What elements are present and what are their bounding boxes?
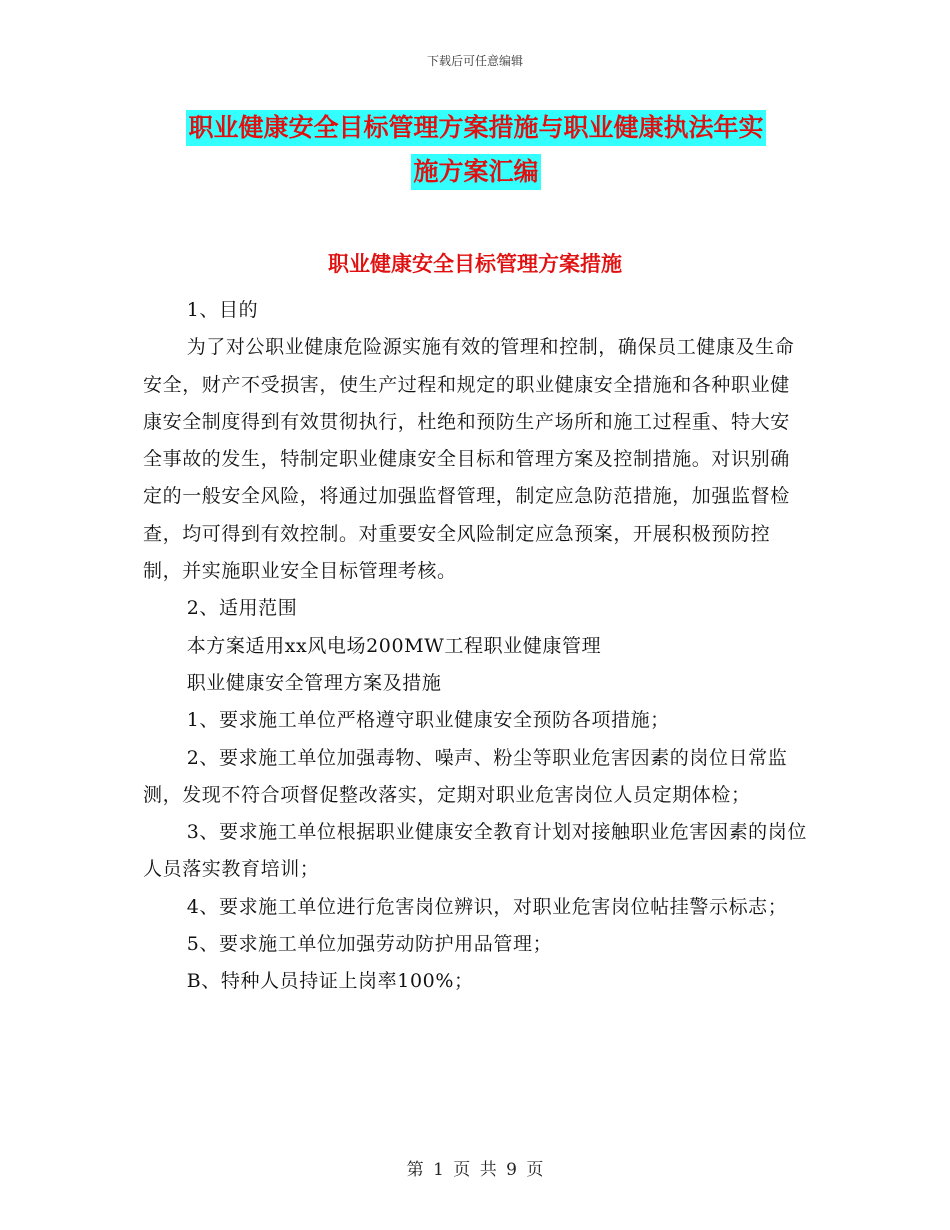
header-note: 下载后可任意编辑	[426, 54, 523, 68]
paragraph: 2、要求施工单位加强毒物、噪声、粉尘等职业危害因素的岗位日常监测，发现不符合项督促整改落实，定期对职业危害岗位人员定期体检；	[143, 746, 788, 806]
paragraph: 5、要求施工单位加强劳动防护用品管理；	[186, 933, 553, 956]
paragraph: 1、要求施工单位严格遵守职业健康安全预防各项措施；	[186, 709, 670, 732]
document-body	[143, 292, 808, 1001]
paragraph: 本方案适用xx风电场200MW工程职业健康管理	[186, 634, 602, 657]
paragraph: 职业健康安全管理方案及措施	[186, 671, 442, 694]
title-line-1: 职业健康安全目标管理方案措施与职业健康执法年实	[186, 110, 765, 146]
document-title	[145, 110, 807, 190]
paragraph: 2、适用范围	[186, 597, 298, 620]
title-line-2: 施方案汇编	[411, 154, 540, 190]
paragraph: 3、要求施工单位根据职业健康安全教育计划对接触职业危害因素的岗位人员落实教育培训；	[143, 821, 807, 881]
section-title: 职业健康安全目标管理方案措施	[328, 252, 622, 276]
paragraph: 为了对公职业健康危险源实施有效的管理和控制，确保员工健康及生命安全，财产不受损害，使生产过程和规定的职业健康安全措施和各种职业健康安全制度得到有效贯彻执行，杜绝和预防生产场所和施工过程重、特大安全事故的发生，特制定职业健康安全目标和管理方案及控制措施。对识别确定的一般安全风险，将通过加强监督管理，制定应急防范措施，加强监督检查，均可得到有效控制。对重要安全风险制定应急预案，开展积极预防控制，并实施职业安全目标管理考核。	[143, 336, 795, 583]
paragraph: 4、要求施工单位进行危害岗位辨识，对职业危害岗位帖挂警示标志；	[186, 895, 788, 918]
page-footer: 第 1 页 共 9 页	[406, 1160, 544, 1180]
paragraph: B、特种人员持证上岗率100%；	[186, 970, 474, 993]
paragraph: 1、目的	[186, 299, 259, 321]
